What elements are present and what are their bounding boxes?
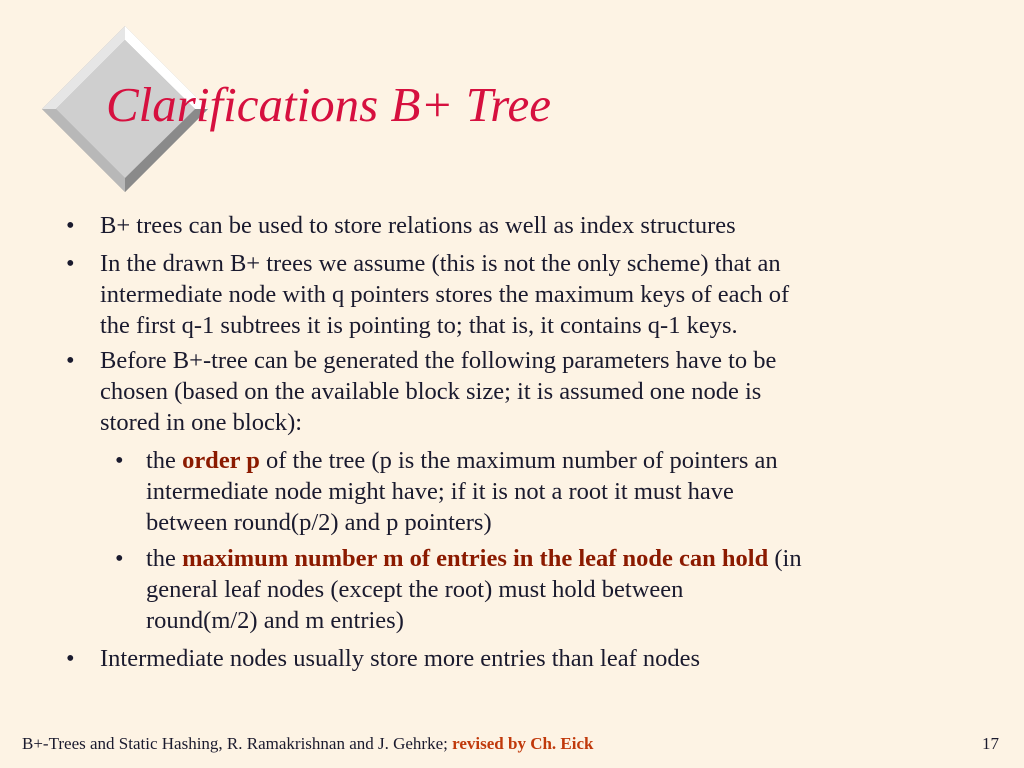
slide-title: Clarifications B+ Tree [106,77,552,132]
bullet-text: of the tree (p is the maximum number of pointers an [259,447,778,474]
bullet-text: round(m/2) and m entries) [146,607,404,634]
bullet-dot: • [115,545,124,572]
footer-revised: revised by Ch. Eick [452,734,594,753]
slide-footer [22,734,594,754]
bullet-text: the first q-1 subtrees it is pointing to; that is, it contains q-1 keys. [100,312,738,339]
bullet-dot: • [66,250,75,277]
sub-bullet-item [115,543,802,636]
bullet-text: the [146,545,183,572]
bullet-text: B+ trees can be used to store relations as well as index structures [100,212,736,239]
bullet-item [66,345,777,438]
footer-citation: B+-Trees and Static Hashing, R. Ramakrishnan and J. Gehrke; [22,734,453,753]
bullet-text: Intermediate nodes usually store more entries than leaf nodes [100,645,701,672]
bullet-text: (in [768,545,802,572]
bullet-text: stored in one block): [100,409,303,436]
bullet-dot: • [115,447,124,474]
page-number: 17 [982,734,999,753]
bullet-item [66,210,736,241]
max-entries-term: maximum number m of entries in the leaf node can hold [182,545,769,572]
bullet-item [66,248,790,341]
order-p-term: order p [182,447,260,474]
bullet-dot: • [66,645,75,672]
bullet-dot: • [66,212,75,239]
bullet-text: chosen (based on the available block size; it is assumed one node is [100,378,762,405]
bullet-text: the [146,447,183,474]
bullet-text: between round(p/2) and p pointers) [146,509,492,536]
bullet-text: intermediate node with q pointers stores the maximum keys of each of [100,281,790,308]
bullet-text: general leaf nodes (except the root) must hold between [146,576,684,603]
sub-bullet-item [115,445,778,538]
bullet-text: Before B+-tree can be generated the following parameters have to be [100,347,777,374]
bullet-text: In the drawn B+ trees we assume (this is not the only scheme) that an [100,250,781,277]
bullet-item [66,643,701,674]
bullet-dot: • [66,347,75,374]
bullet-text: intermediate node might have; if it is not a root it must have [146,478,734,505]
